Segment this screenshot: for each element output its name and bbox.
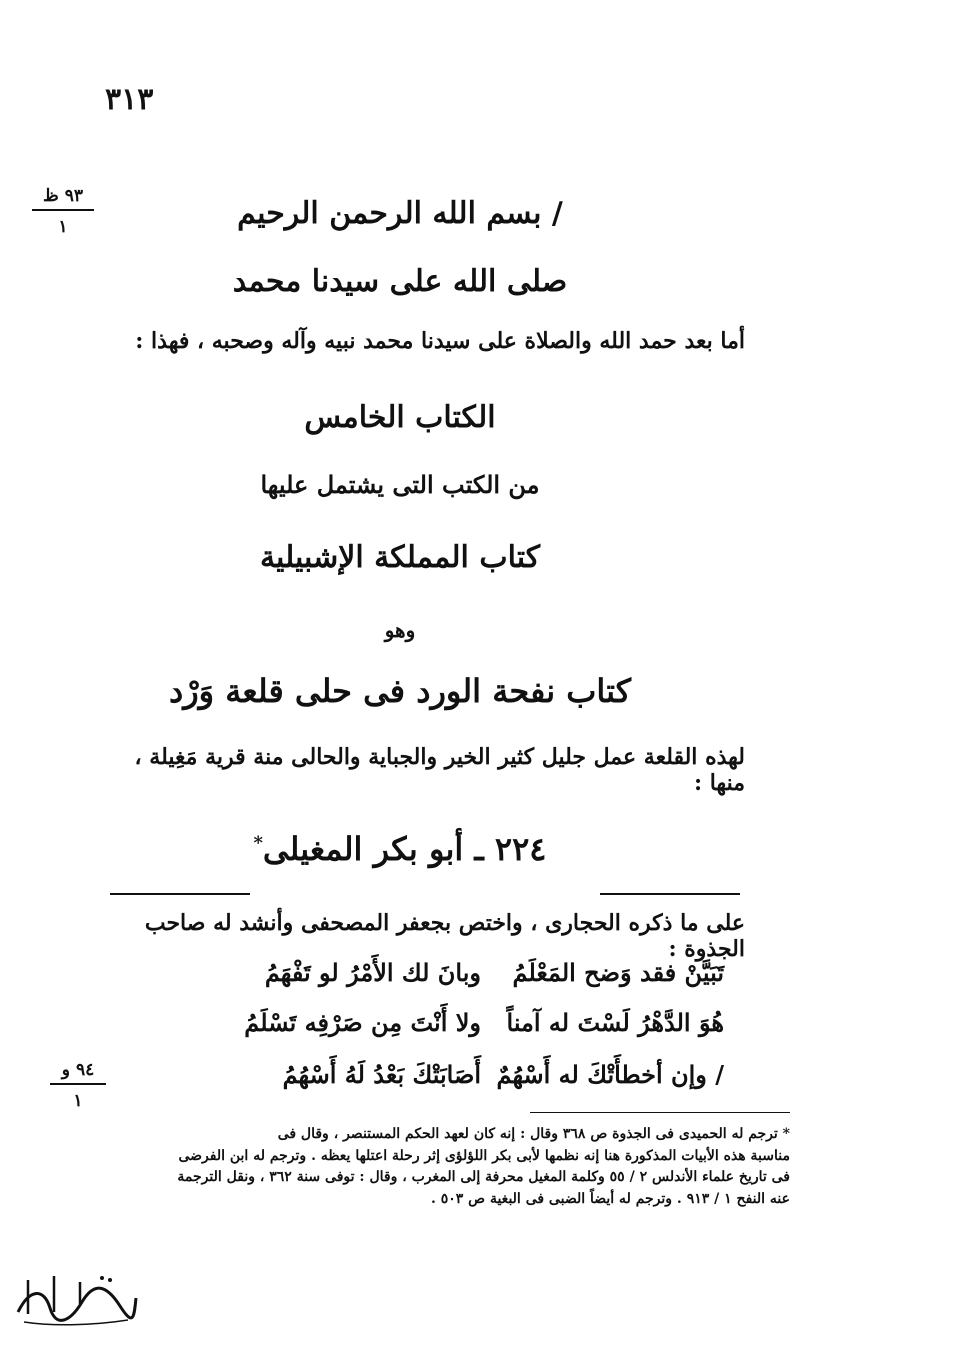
library-stamp-logo [10,1268,140,1330]
intro-line: أما بعد حمد الله والصلاة على سيدنا محمد نبيه وآله وصحبه ، فهذا : [135,328,745,354]
margin-folio-note-1 [32,188,94,236]
qalaa-intro: لهذه القلعة عمل جليل كثير الخير والجباية والحالى منة قرية مَغِيلة ، منها : [134,744,745,796]
margin-folio-sub: ١ [58,217,68,237]
and-it-is: وهو [384,618,416,642]
footnote [105,1124,790,1211]
left-rule [110,893,250,895]
verse-3-first: / وإن أخطأَتْكَ له أَسْهُمٌ [496,1060,724,1089]
verse-2-second: ولا أَنْتَ مِن صَرْفِه تَسْلَمُ [244,1008,481,1037]
verse-2-first: هُوَ الدَّهْرُ لَسْتَ له آمناً [506,1008,724,1037]
calligraphy-logo-icon [10,1268,140,1330]
footnote-marker: * [253,832,263,854]
verse-1-first: تَبَيَّنْ فقد وَضح المَعْلَمُ [512,958,724,987]
entry-heading-text: ٢٢٤ ـ أبو بكر المغيلى [262,830,547,868]
entry-heading [100,830,700,868]
verse-3-second: أَصَابَتْكَ بَعْدُ لَهُ أَسْهُمُ [282,1060,481,1089]
margin-folio-number: ٩٤ و [50,1062,106,1085]
footnote-rule [530,1112,790,1113]
kingdom-title: كتاب المملكة الإشبيلية [259,540,541,575]
salat-line: صلى الله على سيدنا محمد [232,264,568,299]
right-rule [600,893,740,895]
book-title: الكتاب الخامس [304,400,496,435]
margin-folio-number: ٩٣ ظ [32,188,94,211]
verse-1-second: وبانَ لك الأَمْرُ لو تَفْهَمُ [264,958,481,987]
entry-intro: على ما ذكره الحجارى ، واختص بجعفر المصحفى وأنشد له صاحب الجذوة : [144,910,745,962]
margin-folio-sub: ١ [73,1091,83,1111]
footnote-line: فى تاريخ علماء الأندلس ٢ / ٥٥ وكلمة المغيل محرفة إلى المغرب ، وقال : توفى سنة ٣٦٢ ، ونقل الترجمة [177,1169,790,1186]
footnote-line: مناسبة هذه الأبيات المذكورة هنا إنه نظمها لأبى بكر اللؤلؤى إثر رحلة اعتلها يعظه . وترجم له ابن الفرضى [178,1147,790,1164]
margin-folio-note-2 [50,1062,106,1110]
footnote-line: * ترجم له الحميدى فى الجذوة ص ٣٦٨ وقال : إنه كان لعهد الحكم المستنصر ، وقال فى [277,1126,790,1142]
book-subtitle: من الكتب التى يشتمل عليها [260,470,540,499]
basmala: / بسم الله الرحمن الرحيم [237,196,563,231]
book-name: كتاب نفحة الورد فى حلى قلعة وَرْد [168,672,632,710]
footnote-line: عنه النفح ١ / ٩١٣ . وترجم له أيضاً الضبى فى البغية ص ٥٠٣ . [430,1191,790,1208]
page-number: ٣١٣ [105,82,154,117]
